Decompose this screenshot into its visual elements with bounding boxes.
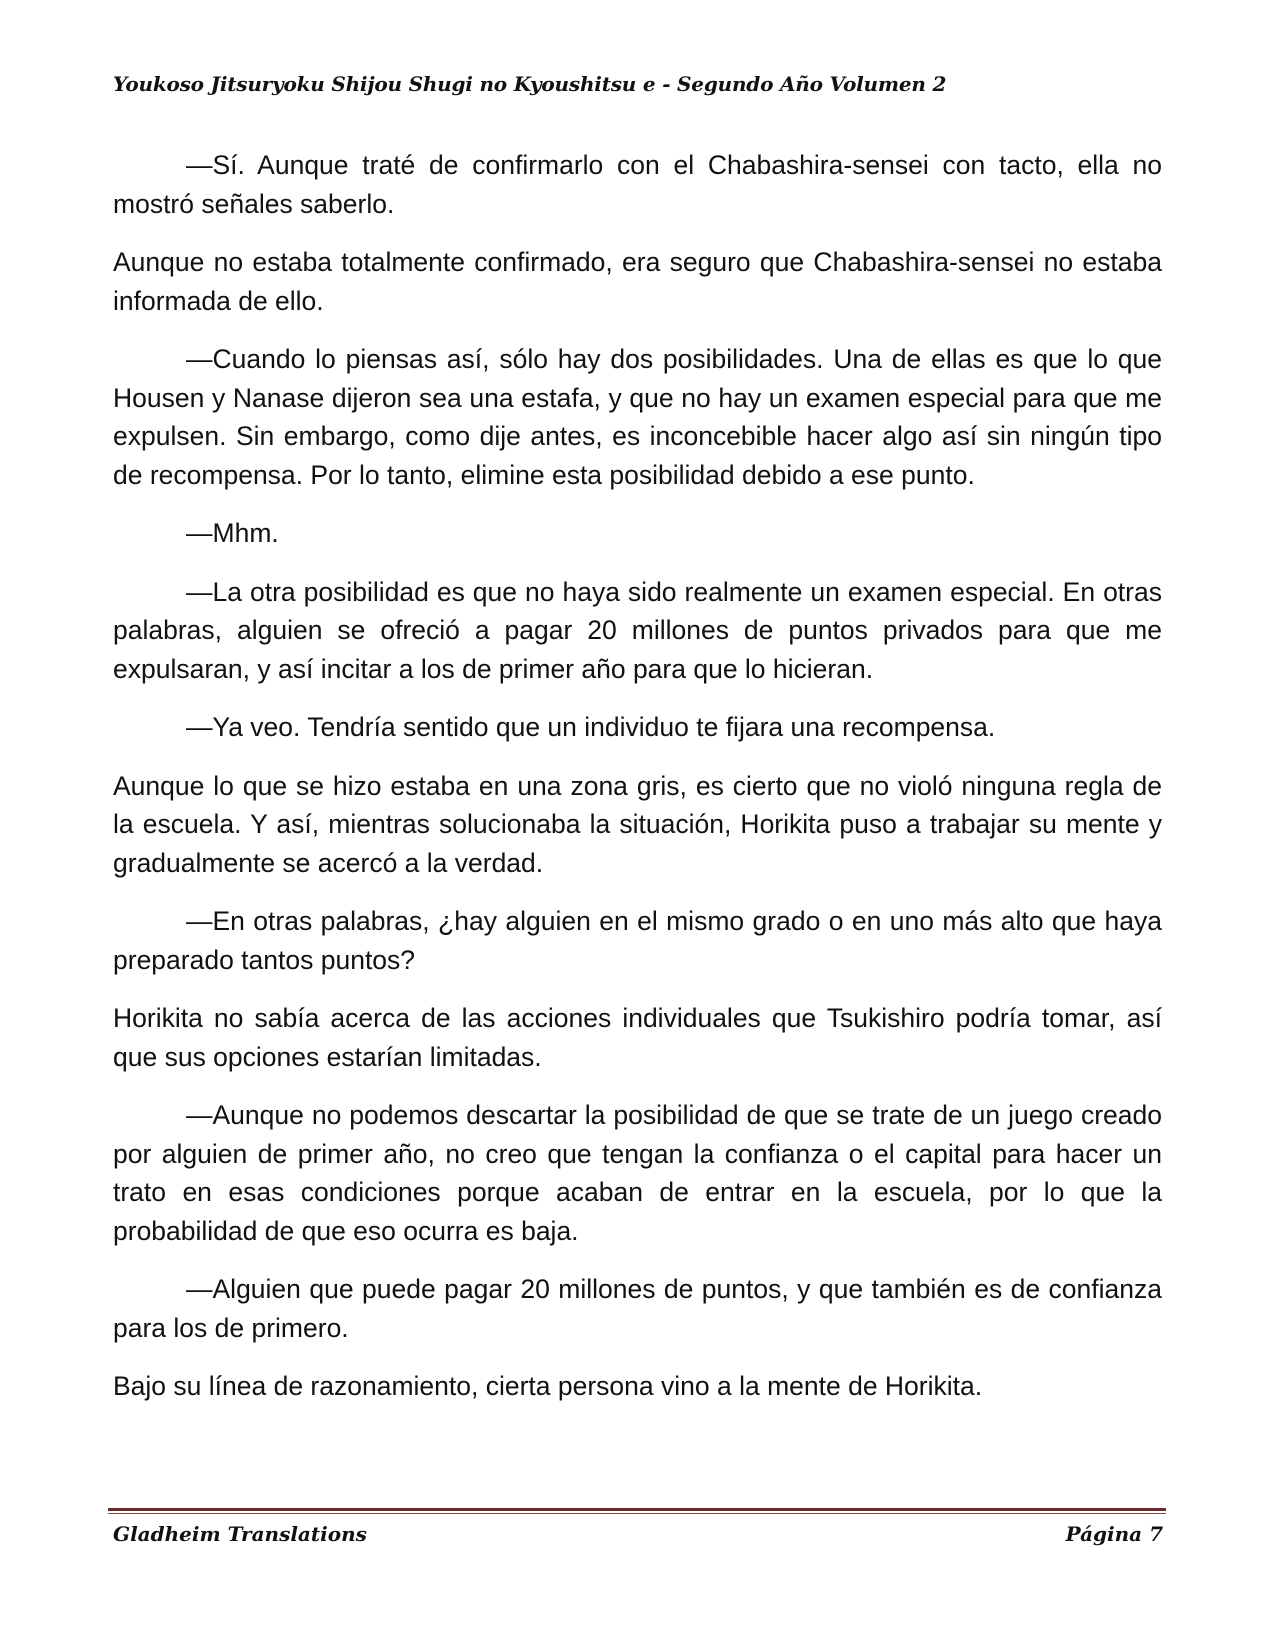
paragraph: —Sí. Aunque traté de confirmarlo con el Chabashira-sensei con tacto, ella no mostró señales saberlo. (113, 150, 1162, 219)
running-header: Youkoso Jitsuryoku Shijou Shugi no Kyoushitsu e - Segundo Año Volumen 2 (113, 72, 947, 96)
paragraph: —Aunque no podemos descartar la posibilidad de que se trate de un juego creado por alguien de primer año, no creo que tengan la confianza o el capital para hacer un trato en esas condiciones porque acaban de entrar en la escuela, por lo que la probabilidad de que eso ocurra es baja. (113, 1100, 1162, 1246)
paragraph: Horikita no sabía acerca de las acciones individuales que Tsukishiro podría tomar, así que sus opciones estarían limitadas. (113, 1003, 1162, 1072)
paragraph: Aunque lo que se hizo estaba en una zona gris, es cierto que no violó ninguna regla de la escuela. Y así, mientras solucionaba la situación, Horikita puso a trabajar su mente y gradualmente se acercó a la verdad. (113, 770, 1162, 878)
paragraph: —Cuando lo piensas así, sólo hay dos posibilidades. Una de ellas es que lo que Housen y Nanase dijeron sea una estafa, y que no hay un examen especial para que me expulsen. Sin embargo, como dije antes, es inconcebible hacer algo así sin ningún tipo de recompensa. Por lo tanto, elimine esta posibilidad debido a ese punto. (113, 344, 1162, 490)
paragraph: —Mhm. (186, 518, 279, 548)
paragraph: —Ya veo. Tendría sentido que un individuo te fijara una recompensa. (186, 712, 996, 742)
paragraph: —En otras palabras, ¿hay alguien en el mismo grado o en uno más alto que haya preparado tantos puntos? (113, 906, 1162, 975)
paragraph: Bajo su línea de razonamiento, cierta persona vino a la mente de Horikita. (113, 1371, 983, 1401)
footer-credit: Gladheim Translations (113, 1522, 367, 1546)
page-body (113, 146, 1162, 1426)
paragraph: —La otra posibilidad es que no haya sido realmente un examen especial. En otras palabras, alguien se ofreció a pagar 20 millones de puntos privados para que me expulsaran, y así incitar a los de primer año para que lo hicieran. (113, 576, 1162, 684)
paragraph: Aunque no estaba totalmente confirmado, era seguro que Chabashira-sensei no estaba informada de ello. (113, 247, 1162, 316)
paragraph: —Alguien que puede pagar 20 millones de puntos, y que también es de confianza para los de primero. (113, 1274, 1162, 1343)
footer-divider-thin (108, 1513, 1166, 1514)
footer-divider (108, 1508, 1166, 1511)
page-number: Página 7 (1065, 1522, 1163, 1546)
